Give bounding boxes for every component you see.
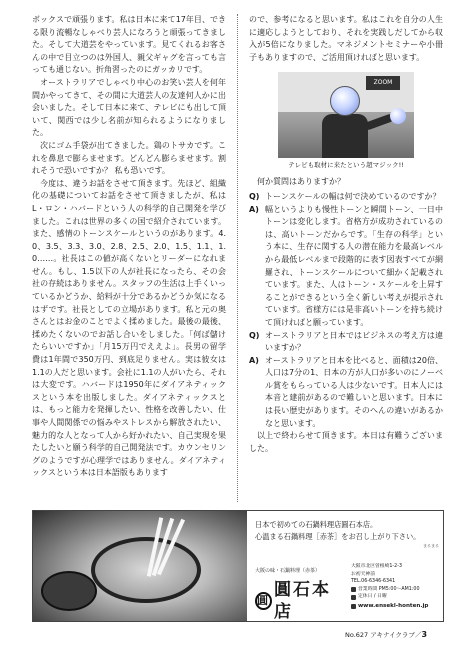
ad-url[interactable]: www.ensekl-honten.jp: [358, 602, 429, 609]
ad-hours-row: [351, 586, 443, 594]
ad-brand-logo: [255, 579, 335, 623]
qa-text: トーンスケールの幅は何で決めているのですか？: [265, 191, 441, 201]
qa-key: Q): [249, 191, 260, 201]
globe-icon: [351, 604, 356, 609]
qa-key: A): [249, 204, 259, 214]
footer-separator: ／: [414, 631, 422, 639]
ad-url-row[interactable]: [351, 603, 443, 611]
paragraph: 次にゴム手袋が出てきました。鶏のトサカです。これを鼻息で膨らませます。どんどん膨らませます。割れそうで恐いですか？ 私も恐いです。: [32, 140, 226, 176]
magic-show-photo: [278, 72, 414, 158]
qa-item: [249, 330, 443, 355]
magic-sphere: [390, 108, 406, 124]
qa-text: オーストラリアと日本ではビジネスの考え方は違いますか？: [265, 330, 443, 353]
qa-text: 幅というよりも慢性トーンと瞬間トーン、一日中トーンは変化します。省格方が成功されているのは、高いトーンだからです。「生存の科学」という本に、生存に関する人の潜在能力を最高レベルから最低レベルまで段階的に表す図表すべてが網羅され、トーンスケールについて細かく記載されています。また、人はトーン・スケールを上昇することができるという全く新しい考えが提示されています。省様方には是非高いトーンを持ち続けて頂ければと願っています。: [265, 204, 443, 327]
ad-logo-area: [255, 567, 335, 623]
ad-slogan-note: まるまる: [423, 543, 439, 548]
ad-tel: TEL.06-6346-6341: [351, 579, 396, 585]
clock-icon: [351, 587, 356, 592]
issue-number: No.627: [345, 631, 369, 639]
qa-key: Q): [249, 330, 260, 340]
ad-brand-name: 圓石本店: [274, 580, 331, 622]
qa-item: [249, 204, 443, 330]
performer-body: [322, 114, 368, 158]
ad-stone-pot: [91, 537, 201, 603]
column-divider: [237, 14, 238, 502]
ad-hours: 営業時間 PM5:00〜AM1:00: [358, 586, 420, 592]
ad-address-note-row: [351, 571, 443, 579]
ad-address: 大阪市北区曽根崎1-2-3: [351, 564, 402, 569]
right-column: [249, 14, 443, 455]
ad-bowl: [41, 571, 97, 611]
publication-name: アキナイクラブ: [370, 631, 415, 639]
page-number: 3: [421, 630, 428, 639]
qa-item: [249, 191, 443, 204]
qa-key: A): [249, 355, 259, 365]
qa-text: オーストラリアと日本を比べると、面積は20倍、人口は7分の1、日本の方が人口が多いのにノーベル賞をもらっている人は少ないです。日本人には本音と建前があるので難しいと思います。日本には長い歴史があります。そのへんの違いがあるかなと思います。: [265, 355, 443, 428]
closing-text: 以上で終わらせて頂きます。本日は有難うございました。: [249, 431, 443, 453]
ad-slogan-block: [255, 519, 439, 549]
calendar-icon: [351, 595, 356, 600]
left-column: [32, 14, 226, 480]
ad-tel-row: [351, 578, 443, 586]
ad-address-note: お初天神前: [351, 571, 375, 577]
page-footer: [345, 630, 427, 640]
qa-item: [249, 355, 443, 431]
ad-slogan-line: 心温まる石鍋料理［赤茶］をお召し上がり下さい。: [255, 532, 421, 541]
question-prompt: 何か質問はありますか？: [257, 177, 345, 187]
ad-logo-mark: 圓: [255, 592, 272, 610]
paragraph: オーストラリアでしゃべり中心のお笑い芸人を何年間かやってきて、その間に大道芸人の友達何人かに出会いました。そして日本に来て、テレビにも出して頂いて、関西では少し名前が知られるようになりました。: [32, 77, 226, 138]
ad-holiday: 定休日 / 日曜: [358, 594, 387, 600]
paragraph: 今度は、違うお話をさせて頂きます。先ほど、組織化の基礎についてお話をさせて頂きましたが、私はL・ロン・ハバードという人の科学的自己開発を学びました。これは世界の多くの国で紹介されています。また、感情のトーンスケールというのがあります。4.0、3.5、3.3、3.0、2.8、2.5、2.0、1.5、1.1、1.0……。社長はこの値が高くないとリーダーになれません。もし、1.5以下の人が社長になったら、その会社の存続はありません。スタッフの生活は上手くいっているかどうか、給料が十分であるかどうか気になるはずです。社長としての立場があります。私と元の奥さんとはお金のことでよく揉めました。最後の最後、揉めたくないのでお話し合いをしました。「何ば儲けたらいいですか」「月15万円でええよ」。長男の留学費は1年間で350万円、到底足りません。実は彼女は1.1の人だと思います。会社に1.1の人がいたら、それは大変です。ハバードは1950年にダイアネティックスという本を出版しました。ダイアネティックスとは、もっと能力を発揮したい、性格を改善したい、仕事や人間関係での悩みやストレスから解放されたい、魅力的な人となって人から好かれたい、自己実現を果たしたいと願う科学的自己開発法です。カウンセリングのようですが心理学ではありません。ダイアネティックスという本は日本語版もあります: [32, 178, 226, 478]
ad-contact-info: [351, 563, 443, 611]
restaurant-advert: [32, 510, 444, 622]
photo-sign: ZOOM: [366, 76, 400, 90]
paragraph: ので、参考になると思います。私はこれを自分の人生に適応しようとしており、それを実践しだしてから収入が5倍になりました。マネジメントセミナーや小冊子もありますので、ご活用頂ければと思います。: [249, 15, 443, 62]
ad-address-row: [351, 563, 443, 571]
ad-food-photo: [33, 511, 247, 621]
photo-caption: テレビも取材に来たという超マジック!!: [288, 161, 404, 170]
ad-holiday-row: [351, 593, 443, 601]
paragraph: ボックスで頑張ります。私は日本に来て17年目、できる限り流暢なしゃべり芸人になろうと頑張ってきました。そして大道芸をやっています。見てくれるお客さんの中で目立つのは外国人、親父ギャグを言っても言っても通じない。折角習ったのにガッカリです。: [32, 15, 226, 75]
ad-slogan-line: 日本で初めての石鍋料理店圓石本店。: [255, 520, 378, 529]
ad-location-label: 大阪の味・石鍋料理（赤茶）: [255, 568, 321, 574]
qa-list: [249, 191, 443, 430]
